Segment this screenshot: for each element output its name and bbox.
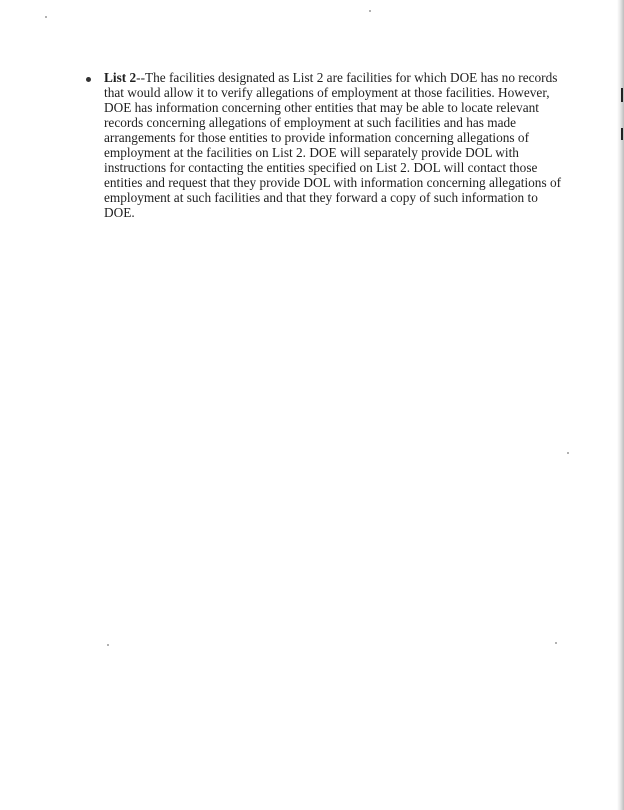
paragraph-line: DOE. xyxy=(104,205,135,220)
scan-edge-mark xyxy=(621,128,623,140)
paragraph-line: DOE has information concerning other entities that may be able to locate relevant xyxy=(104,100,539,115)
paragraph-line: that would allow it to verify allegations of employment at those facilities. However, xyxy=(104,85,550,100)
scan-speck xyxy=(555,642,557,644)
scan-speck xyxy=(107,644,109,646)
paragraph-line: employment at such facilities and that they forward a copy of such information to xyxy=(104,190,538,205)
paragraph-line-text: --The facilities designated as List 2 are facilities for which DOE has no records xyxy=(136,70,558,85)
scan-speck xyxy=(567,452,569,454)
bullet-paragraph xyxy=(104,70,562,220)
paragraph-line: employment at the facilities on List 2. DOE will separately provide DOL with xyxy=(104,145,519,160)
paragraph-line: arrangements for those entities to provide information concerning allegations of xyxy=(104,130,530,145)
scan-speck xyxy=(45,16,47,18)
paragraph-line: records concerning allegations of employment at such facilities and has made xyxy=(104,115,517,130)
paragraph-line xyxy=(104,70,558,85)
scan-speck xyxy=(369,10,371,12)
bullet-icon xyxy=(86,77,91,82)
scan-edge-mark xyxy=(621,88,623,102)
paragraph-line: instructions for contacting the entities specified on List 2. DOL will contact those xyxy=(104,160,538,175)
scan-edge-shadow xyxy=(617,0,624,810)
paragraph-line: entities and request that they provide DOL with information concerning allegations of xyxy=(104,175,562,190)
bullet-lead-term: List 2 xyxy=(104,70,137,85)
